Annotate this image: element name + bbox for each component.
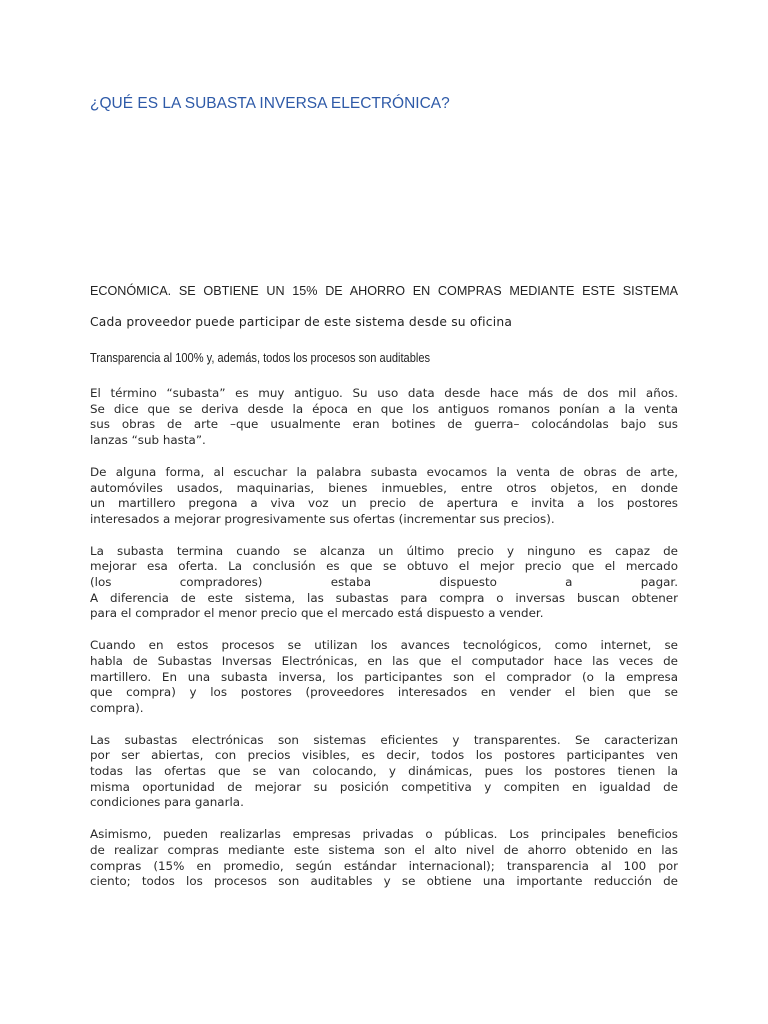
document-body bbox=[90, 386, 678, 906]
paragraph-line: El término “subasta” es muy antiguo. Su uso data desde hace más de dos mil años. bbox=[90, 386, 678, 400]
paragraph-line: (los compradores) estaba dispuesto a pagar. bbox=[90, 575, 678, 590]
paragraph-line: Se dice que se deriva desde la época en que los antiguos romanos ponían a la venta bbox=[90, 401, 678, 416]
paragraph-line: habla de Subastas Inversas Electrónicas, en las que el computador hace las veces de bbox=[90, 653, 678, 668]
paragraph-origin bbox=[90, 386, 678, 449]
paragraph-line: automóviles usados, maquinarias, bienes inmuebles, entre otros objetos, en donde bbox=[90, 480, 678, 495]
document-page bbox=[90, 0, 678, 1024]
paragraph-line: para el comprador el menor precio que el mercado está dispuesto a vender. bbox=[90, 606, 544, 621]
paragraph-line: Las subastas electrónicas son sistemas eficientes y transparentes. Se caracterizan bbox=[90, 732, 678, 747]
paragraph-line: compras (15% en promedio, según estándar internacional); transparencia al 100 por bbox=[90, 858, 678, 873]
paragraph-characteristics bbox=[90, 733, 678, 812]
paragraph-line: todas las ofertas que se van colocando, y dinámicas, pues los postores tienen la bbox=[90, 764, 678, 779]
document-title: ¿QUÉ ES LA SUBASTA INVERSA ELECTRÓNICA? bbox=[90, 95, 450, 112]
paragraph-line: misma oportunidad de mejorar su posición competitiva y compiten en igualdad de bbox=[90, 779, 678, 794]
subtitle-transparency: Transparencia al 100% y, además, todos los procesos son auditables bbox=[90, 351, 431, 365]
paragraph-ending bbox=[90, 544, 678, 623]
paragraph-line: de realizar compras mediante este sistema son el alto nivel de ahorro obtenido en las bbox=[90, 842, 678, 857]
paragraph-line: lanzas “sub hasta”. bbox=[90, 433, 206, 448]
paragraph-line: mejorar esa oferta. La conclusión es que se obtuvo el mejor precio que el mercado bbox=[90, 559, 678, 574]
paragraph-line: Asimismo, pueden realizarlas empresas privadas o públicas. Los principales beneficios bbox=[90, 827, 678, 842]
paragraph-benefits bbox=[90, 827, 678, 890]
paragraph-line: por ser abiertas, con precios visibles, es decir, todos los postores participantes ven bbox=[90, 748, 678, 763]
paragraph-electronic bbox=[90, 638, 678, 717]
paragraph-line: De alguna forma, al escuchar la palabra subasta evocamos la venta de obras de arte, bbox=[90, 464, 678, 479]
paragraph-line: interesados a mejorar progresivamente sus ofertas (incrementar sus precios). bbox=[90, 511, 555, 526]
paragraph-line: un martillero pregona a viva voz un precio de apertura e invita a los postores bbox=[90, 496, 678, 511]
paragraph-line: que compra) y los postores (proveedores interesados en vender el bien que se bbox=[90, 685, 678, 700]
subtitle-savings: ECONÓMICA. SE OBTIENE UN 15% DE AHORRO EN COMPRAS MEDIANTE ESTE SISTEMA bbox=[90, 284, 678, 298]
subtitle-office: Cada proveedor puede participar de este sistema desde su oficina bbox=[90, 315, 513, 329]
paragraph-line: La subasta termina cuando se alcanza un último precio y ninguno es capaz de bbox=[90, 543, 678, 558]
paragraph-line: condiciones para ganarla. bbox=[90, 795, 244, 810]
paragraph-line: ciento; todos los procesos son auditables y se obtiene una importante reducción de bbox=[90, 874, 678, 889]
paragraph-line: Cuando en estos procesos se utilizan los avances tecnológicos, como internet, se bbox=[90, 638, 678, 653]
paragraph-line: martillero. En una subasta inversa, los participantes son el comprador (o la empresa bbox=[90, 669, 678, 684]
paragraph-line: compra). bbox=[90, 700, 144, 715]
paragraph-evocation bbox=[90, 465, 678, 528]
paragraph-line: sus obras de arte –que usualmente eran botines de guerra– colocándolas bajo sus bbox=[90, 417, 678, 432]
paragraph-line: A diferencia de este sistema, las subastas para compra o inversas buscan obtener bbox=[90, 590, 678, 605]
